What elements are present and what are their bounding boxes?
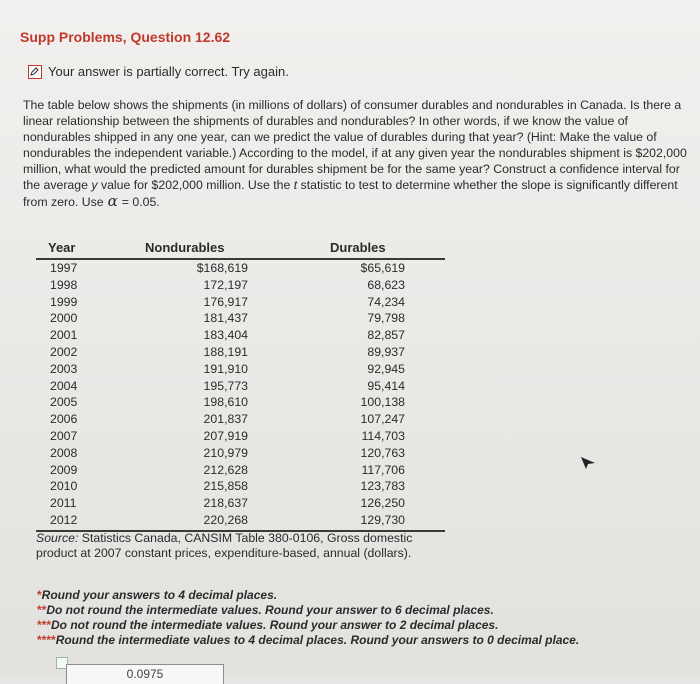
cell-durables: 107,247 (360, 412, 405, 427)
cell-nondurables: 220,268 (203, 512, 248, 527)
cell-durables: 95,414 (367, 378, 405, 393)
cell-durables: $65,619 (360, 261, 405, 275)
cell-year: 2000 (50, 311, 78, 326)
table-row (36, 327, 445, 344)
table-row (36, 361, 445, 378)
cell-year: 2009 (50, 462, 78, 477)
header-durables: Durables (330, 240, 386, 255)
table-row (36, 294, 445, 311)
cell-durables: 68,623 (367, 277, 405, 292)
cell-year: 2002 (50, 344, 78, 359)
table-row (36, 428, 445, 445)
table-row (36, 310, 445, 327)
answer-status (28, 64, 289, 79)
table-row (36, 260, 445, 277)
header-nondurables: Nondurables (145, 240, 225, 255)
pencil-icon (28, 65, 42, 79)
cell-nondurables: 212,628 (203, 462, 248, 477)
table-row (36, 445, 445, 462)
cell-nondurables: 176,917 (203, 294, 248, 309)
cell-year: 2008 (50, 445, 78, 460)
table-header (36, 238, 445, 260)
note-2: **Do not round the intermediate values. Round your answer to 6 decimal places. (37, 603, 494, 617)
cell-nondurables: 195,773 (203, 378, 248, 393)
cell-year: 2012 (50, 512, 78, 527)
note-1: *Round your answers to 4 decimal places. (37, 588, 278, 602)
status-text: Your answer is partially correct. Try again. (48, 64, 289, 79)
cell-nondurables: 198,610 (203, 395, 248, 410)
cell-year: 2001 (50, 328, 78, 343)
table-row (36, 394, 445, 411)
cell-nondurables: 207,919 (203, 428, 248, 443)
mouse-cursor-icon (580, 456, 596, 475)
cell-year: 2005 (50, 395, 78, 410)
data-table (36, 238, 445, 532)
cell-durables: 89,937 (367, 344, 405, 359)
note-3: ***Do not round the intermediate values. Round your answer to 2 decimal places. (37, 618, 499, 632)
cell-year: 2004 (50, 378, 78, 393)
cell-nondurables: 191,910 (203, 361, 248, 376)
cell-durables: 123,783 (360, 479, 405, 494)
table-row (36, 495, 445, 512)
cell-durables: 79,798 (367, 311, 405, 326)
table-row (36, 411, 445, 428)
cell-year: 1999 (50, 294, 78, 309)
cell-nondurables: 188,191 (203, 344, 248, 359)
cell-nondurables: 172,197 (203, 277, 248, 292)
table-row (36, 478, 445, 495)
cell-durables: 82,857 (367, 328, 405, 343)
cell-durables: 74,234 (367, 294, 405, 309)
table-row (36, 344, 445, 361)
cell-year: 1998 (50, 277, 78, 292)
cell-durables: 129,730 (360, 512, 405, 527)
table-row (36, 378, 445, 395)
table-row (36, 277, 445, 294)
cell-nondurables: 218,637 (203, 496, 248, 511)
cell-durables: 100,138 (360, 395, 405, 410)
cell-nondurables: 183,404 (203, 328, 248, 343)
cell-durables: 126,250 (360, 496, 405, 511)
cell-nondurables: 215,858 (203, 479, 248, 494)
alpha-symbol: α (107, 192, 118, 210)
cell-durables: 117,706 (361, 462, 405, 477)
question-title: Supp Problems, Question 12.62 (20, 29, 231, 45)
table-row (36, 512, 445, 529)
cell-durables: 92,945 (367, 361, 405, 376)
header-year: Year (48, 240, 76, 255)
table-source: Source: Statistics Canada, CANSIM Table 380-0106, Gross domestic product at 2007 constant prices, expenditure-based, annual (dollars). (36, 531, 413, 560)
cell-year: 2011 (50, 496, 77, 511)
note-4: ****Round the intermediate values to 4 decimal places. Round your answers to 0 decimal place. (37, 633, 580, 647)
cell-nondurables: 201,837 (203, 412, 248, 427)
cell-year: 2006 (50, 412, 78, 427)
cell-year: 1997 (50, 261, 78, 275)
answer-input[interactable]: 0.0975 (66, 664, 224, 684)
rounding-notes (37, 588, 579, 648)
cell-year: 2010 (50, 479, 78, 494)
table-row (36, 462, 445, 479)
cell-year: 2003 (50, 361, 78, 376)
table-body (36, 260, 445, 529)
cell-nondurables: 181,437 (203, 311, 248, 326)
cell-nondurables: $168,619 (196, 261, 248, 275)
cell-durables: 120,763 (360, 445, 405, 460)
question-text: The table below shows the shipments (in millions of dollars) of consumer durables and nondurables in Canada. Is there a linear relationship between the shipments of durables and nondurables? In other words, if we know the value of nondurables shipped in any one year, can we predict the value of durables during that year? (Hint: Make the value of nondurables the independent variable.) According to the model, if at any given year the nondurables shipment is $202,000 million, what would the predicted amount for durables shipment be for the same year? Construct a confidence interval for the average y value for $202,000 million. Use the t statistic to test to determine whether the slope is significantly different from zero. Use α = 0.05. (23, 98, 687, 210)
cell-durables: 114,703 (361, 428, 405, 443)
cell-year: 2007 (50, 428, 78, 443)
cell-nondurables: 210,979 (203, 445, 248, 460)
